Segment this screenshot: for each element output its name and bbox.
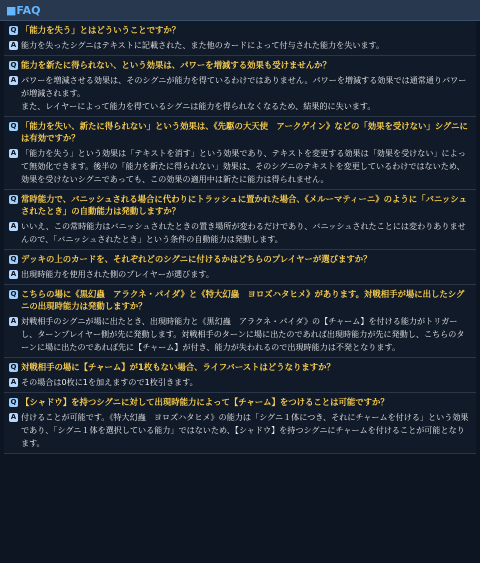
- answer-icon: A: [10, 378, 17, 386]
- faq-answer: 能力を失ったシグニはテキストに記載された、また他のカードによって付与された能力を失います。: [21, 40, 385, 50]
- question-icon: Q: [10, 363, 17, 371]
- faq-answer: パワーを増減させる効果は、そのシグニが能力を得ているわけではありません。パワーを増減する効果では通常通りパワーが増減されます。 また、レイヤーによって能力を得ているシグニは能力を得られなくなるため、結果的に失います。: [21, 75, 467, 111]
- faq-answer: 付けることが可能です。《特大幻蟲 ヨロズハタヒメ》の能力は「シグニ１体につき、それにチャームを付ける」という効果であり、「シグニ１体を選択している能力」ではないため、【シャドウ】を持つシグニにチャームを付けることが可能となります。: [21, 412, 469, 448]
- faq-question: 能力を新たに得られない、という効果は、パワーを増減する効果も受けませんか？: [21, 60, 331, 70]
- question-icon: Q: [10, 398, 17, 406]
- answer-icon: A: [10, 76, 17, 84]
- faq-item: [4, 56, 476, 117]
- faq-header: [0, 0, 480, 21]
- faq-list: [0, 21, 480, 454]
- answer-icon: A: [10, 41, 17, 49]
- question-icon: Q: [10, 255, 17, 263]
- question-icon: Q: [10, 26, 17, 34]
- faq-item: [4, 190, 476, 250]
- faq-question: 常時能力で、バニッシュされる場合に代わりにトラッシュに置かれた場合、《メルーマティーニ》のように「バニッシュされたとき」の自動能力は発動しますか？: [21, 194, 467, 216]
- faq-title: ■FAQ: [6, 3, 41, 17]
- faq-item: [4, 117, 476, 190]
- faq-answer: 出現時能力を使用された側のプレイヤーが選びます。: [21, 269, 214, 279]
- faq-answer: 対戦相手のシグニが場に出たとき、出現時能力と《黒幻蟲 アラクネ・パイダ》の【チャーム】を付ける能力がトリガーし、ターンプレイヤー側が先に発動します。対戦相手のターンに場に出たのであれば出現時能力が先に発動し、こちらのターンに場に出たのであれば先に【チャーム】が付き、能力が失われるので出現時能力は不発となります。: [21, 316, 465, 352]
- faq-item: [4, 393, 476, 454]
- faq-item: [4, 21, 476, 56]
- question-icon: Q: [10, 61, 17, 69]
- answer-icon: A: [10, 413, 17, 421]
- faq-item: [4, 358, 476, 393]
- question-icon: Q: [10, 290, 17, 298]
- answer-icon: A: [10, 222, 17, 230]
- faq-item: [4, 250, 476, 285]
- question-icon: Q: [10, 122, 17, 130]
- answer-icon: A: [10, 317, 17, 325]
- faq-question: こちらの場に《黒幻蟲 アラクネ・パイダ》と《特大幻蟲 ヨロズハタヒメ》があります。対戦相手が場に出したシグニの出現時能力は発動しますか？: [21, 289, 465, 311]
- faq-question: 【シャドウ】を持つシグニに対して出現時能力によって【チャーム】をつけることは可能ですか？: [21, 397, 389, 407]
- faq-question: 対戦相手の場に【チャーム】が1枚もない場合、ライフバーストはどうなりますか？: [21, 362, 335, 372]
- faq-answer: いいえ、この常時能力はバニッシュされたときの置き場所が変わるだけであり、バニッシュされたことには変わりありませんので、「バニッシュされたとき」という条件の自動能力は発動します。: [21, 221, 466, 244]
- answer-icon: A: [10, 270, 17, 278]
- answer-icon: A: [10, 149, 17, 157]
- faq-question: 「能力を失う」とはどういうことですか？: [21, 25, 181, 35]
- question-icon: Q: [10, 195, 17, 203]
- faq-question: デッキの上のカードを、それぞれどのシグニに付けるかはどちらのプレイヤーが選びますか？: [21, 254, 372, 264]
- faq-answer: 「能力を失う」という効果は「テキストを消す」という効果であり、テキストを変更する効果は「効果を受けない」によって無効化できます。後半の「能力を新たに得られない」効果は、そのシグニのテキストを変更しているわけではないため、効果を受けないシグニであっても、この効果の適用中は新たに能力は得られません。: [21, 148, 466, 184]
- faq-answer: その場合は0枚に1を加えますので1枚引きます。: [21, 377, 198, 387]
- faq-question: 「能力を失い、新たに得られない」という効果は、《先駆の大天使 アークゲイン》などの「効果を受けない」シグニには有効ですか？: [21, 121, 468, 143]
- faq-item: [4, 285, 476, 358]
